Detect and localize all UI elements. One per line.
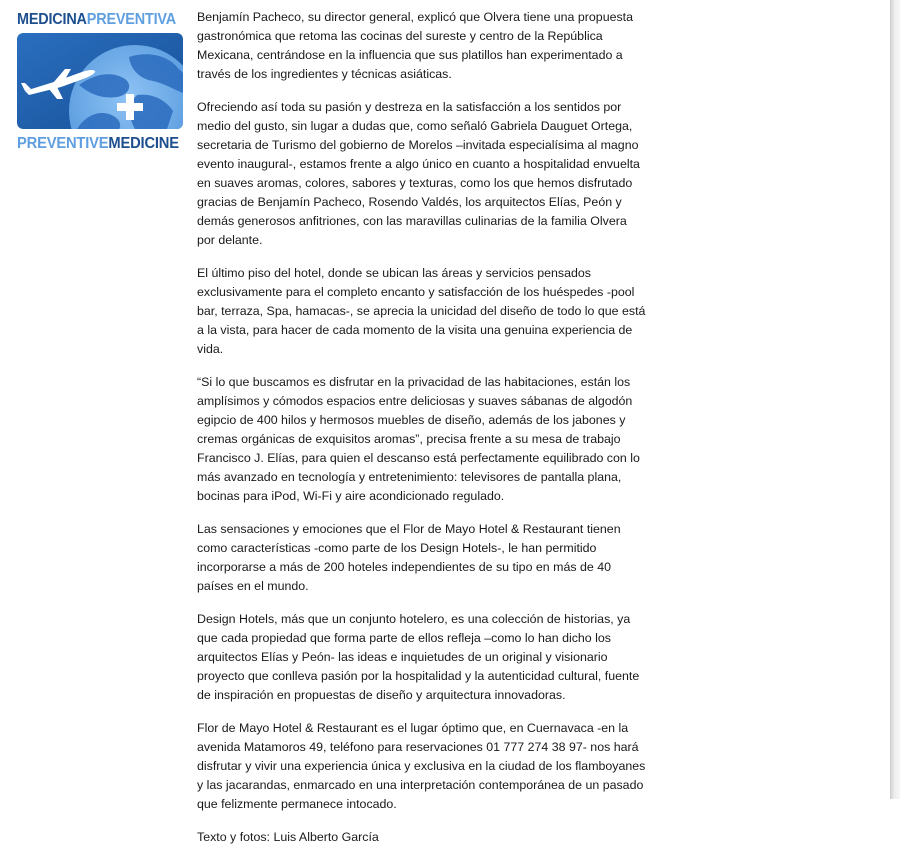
medicina-preventiva-logo[interactable] [17,10,183,155]
logo-top-dark-word: MEDICINA [17,11,87,28]
logo-emblem [17,33,183,129]
article-body [197,8,647,847]
article-paragraph: Flor de Mayo Hotel & Restaurant es el lugar óptimo que, en Cuernavaca -en la avenida Matamoros 49, teléfono para reservaciones 01 777 274 38 97- nos hará disfrutar y vivir una experiencia única y exclusiva en la ciudad de los flamboyanes y las jacarandas, enmarcado en una interpretación contemporánea de un pasado que felizmente permanece intocado. [197,721,646,811]
logo-bottom-text [17,134,179,154]
article-paragraph: Ofreciendo así toda su pasión y destreza en la satisfacción a los sentidos por medio del gusto, sin lugar a dudas que, como señaló Gabriela Dauguet Ortega, secretaria de Turismo del gobierno de Morelos –invitada especialísima al magno evento inaugural-, estamos frente a algo único en cuanto a hospitalidad envuelta en suaves aromas, colores, sabores y texturas, como los que hemos disfrutado gracias de Benjamín Pacheco, Rosendo Valdés, los arquitectos Elías, Peón y demás generosos anfitriones, con las maravillas culinarias de la familia Olvera por delante. [197,100,640,247]
article-paragraph: “Si lo que buscamos es disfrutar en la privacidad de las habitaciones, están los amplísimos y cómodos espacios entre deliciosas y suaves sábanas de algodón egipcio de 400 hilos y hermosos muebles de diseño, además de los jabones y cremas orgánicas de exquisitos aromas”, precisa frente a su mesa de trabajo Francisco J. Elías, para quien el descanso está perfectamente equilibrado con lo más avanzado en tecnología y entretenimiento: televisores de pantalla plana, bocinas para iPod, Wi-Fi y aire acondicionado regulado. [197,375,640,503]
logo-bottom-dark-word: MEDICINE [108,135,179,152]
article-paragraph: Las sensaciones y emociones que el Flor de Mayo Hotel & Restaurant tienen como características -como parte de los Design Hotels-, le han permitido incorporarse a más de 200 hoteles independientes de su tipo en más de 40 países en el mundo. [197,522,621,593]
logo-top-text [17,10,176,30]
logo-bottom-light-word: PREVENTIVE [17,135,109,152]
article-paragraph: Design Hotels, más que un conjunto hotelero, es una colección de historias, ya que cada propiedad que forma parte de ellos refleja –como lo han dicho los arquitectos Elías y Peón- las ideas e inquietudes de un original y visionario proyecto que conlleva pasión por la hospitalidad y la autenticidad cultural, fuente de inspiración en propuestas de diseño y arquitectura innovadoras. [197,612,640,702]
photo-credit: Texto y fotos: Luis Alberto García [197,830,379,844]
logo-top-light-word: PREVENTIVA [86,11,176,28]
window-edge-gutter [891,0,900,799]
article-paragraph: El último piso del hotel, donde se ubican las áreas y servicios pensados exclusivamente para el completo encanto y satisfacción de los huéspedes -pool bar, terraza, Spa, hamacas-, se aprecia la unicidad del diseño de todo lo que está a la vista, para hacer de cada momento de la visita una genuina experiencia de vida. [197,266,646,356]
article-paragraph: Benjamín Pacheco, su director general, explicó que Olvera tiene una propuesta gastronómica que retoma las cocinas del sureste y centro de la República Mexicana, centrándose en la influencia que sus platillos han experimentado a través de los ingredientes y técnicas asiáticas. [197,10,634,81]
